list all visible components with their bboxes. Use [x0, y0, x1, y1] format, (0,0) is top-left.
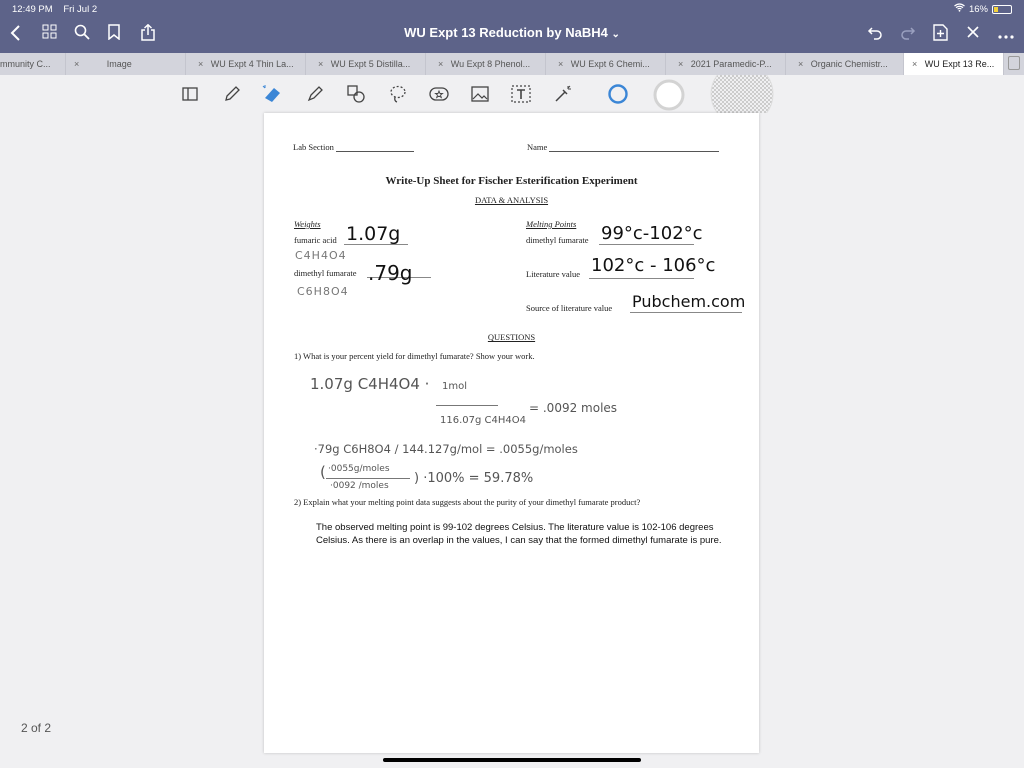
dimethyl-fumarate-formula: C6H8O4	[297, 285, 349, 298]
lab-section-field: Lab Section	[293, 142, 414, 152]
close-edit-icon[interactable]	[966, 24, 980, 44]
tab-label: WU Expt 5 Distilla...	[330, 59, 411, 69]
home-indicator[interactable]	[383, 758, 641, 762]
mp-dimethyl-label: dimethyl fumarate	[526, 235, 589, 245]
literature-value-line	[589, 278, 694, 279]
tab-label: WU Expt 6 Chemi...	[570, 59, 650, 69]
work-line-1: 1.07g C4H4O4 ·	[310, 375, 430, 393]
fraction-bar	[436, 405, 498, 406]
source-line	[630, 312, 742, 313]
document-page[interactable]	[264, 113, 759, 753]
dimethyl-fumarate-weight: .79g	[368, 261, 413, 285]
tab-close-icon[interactable]: ×	[678, 59, 684, 69]
tab-close-icon[interactable]: ×	[438, 59, 444, 69]
tab-label: WU Expt 13 Re...	[924, 59, 995, 69]
document-title[interactable]: WU Expt 13 Reduction by NaBH4 ⌄	[404, 25, 620, 40]
top-bar	[0, 0, 1024, 53]
weights-heading: Weights	[294, 219, 321, 229]
mp-observed-value: 99°c-102°c	[601, 223, 703, 244]
work-line-3-denominator: ·0092 /moles	[330, 481, 389, 491]
color-swatch-transparent[interactable]	[708, 75, 776, 113]
lab-section-line	[336, 143, 414, 152]
tab-label: 2021 Paramedic-P...	[690, 59, 772, 69]
name-field: Name	[527, 142, 719, 152]
undo-icon[interactable]	[867, 24, 883, 45]
fumaric-acid-weight: 1.07g	[346, 223, 401, 245]
fumaric-acid-label: fumaric acid	[294, 235, 337, 245]
tab-label: Image	[106, 59, 132, 69]
literature-value: 102°c - 106°c	[591, 255, 716, 276]
tab-close-icon[interactable]: ×	[558, 59, 564, 69]
work-line-1-result: = .0092 moles	[529, 401, 618, 415]
data-analysis-heading: DATA & ANALYSIS	[474, 195, 549, 205]
chevron-down-icon: ⌄	[611, 29, 620, 40]
status-indicators	[954, 3, 1012, 15]
tab-close-icon[interactable]: ×	[74, 59, 80, 69]
tab-item[interactable]	[306, 53, 426, 75]
wifi-icon	[954, 3, 965, 15]
highlighter-icon[interactable]	[303, 82, 327, 106]
battery-percent: 16%	[968, 3, 988, 15]
tab-label: mmunity C...	[0, 59, 51, 69]
tab-item[interactable]	[426, 53, 546, 75]
tab-label: Organic Chemistr...	[810, 59, 888, 69]
nav-bar	[0, 20, 1024, 50]
work-paren-open: (	[320, 463, 326, 481]
question-1: 1) What is your percent yield for dimethyl fumarate? Show your work.	[294, 351, 535, 361]
new-tab-icon[interactable]	[1008, 56, 1020, 70]
battery-icon	[992, 5, 1012, 14]
tab-item[interactable]	[666, 53, 786, 75]
questions-heading: QUESTIONS	[487, 332, 536, 342]
tab-label: WU Expt 4 Thin La...	[210, 59, 294, 69]
work-line-1-denominator: 116.07g C4H4O4	[440, 415, 526, 426]
sticker-icon[interactable]	[427, 82, 451, 106]
tab-bar	[0, 53, 1024, 75]
sheet-title: Write-Up Sheet for Fischer Esterification Experiment	[385, 175, 638, 187]
tab-item[interactable]	[66, 53, 186, 75]
eraser-icon[interactable]	[261, 82, 285, 106]
tab-item-active[interactable]	[904, 53, 1004, 75]
tab-close-icon[interactable]: ×	[198, 59, 204, 69]
fraction-bar-2	[326, 478, 410, 479]
tab-close-icon[interactable]: ×	[318, 59, 324, 69]
literature-value-label: Literature value	[526, 269, 581, 279]
tab-item[interactable]	[546, 53, 666, 75]
more-icon[interactable]	[998, 24, 1014, 44]
shapes-icon[interactable]	[344, 82, 368, 106]
source-label: Source of literature value	[526, 303, 613, 313]
add-page-icon[interactable]	[933, 24, 948, 46]
work-line-1-numerator: 1mol	[442, 381, 467, 392]
mp-dimethyl-line	[599, 244, 694, 245]
tab-close-icon[interactable]: ×	[798, 59, 804, 69]
status-bar	[12, 4, 105, 15]
sidebar-toggle-icon[interactable]	[178, 82, 202, 106]
status-time: 12:49 PM	[12, 4, 53, 15]
tab-item[interactable]	[0, 53, 66, 75]
redo-icon[interactable]	[900, 24, 916, 45]
laser-pointer-icon[interactable]	[551, 82, 575, 106]
page-indicator: 2 of 2	[21, 721, 52, 735]
tab-label: Wu Expt 8 Phenol...	[450, 59, 531, 69]
tab-item[interactable]	[186, 53, 306, 75]
tab-close-icon[interactable]: ×	[912, 59, 918, 69]
image-icon[interactable]	[468, 82, 492, 106]
work-line-3-numerator: ·0055g/moles	[328, 464, 390, 474]
work-line-3-result: ) ·100% = 59.78%	[414, 471, 534, 486]
name-line	[549, 143, 719, 152]
color-swatch-blue[interactable]	[606, 82, 630, 106]
source-value: Pubchem.com	[632, 292, 746, 311]
status-date: Fri Jul 2	[63, 4, 98, 15]
tab-item[interactable]	[786, 53, 904, 75]
text-tool-icon[interactable]	[509, 82, 533, 106]
color-swatch-white[interactable]	[652, 78, 686, 112]
dimethyl-fumarate-label: dimethyl fumarate	[294, 268, 357, 278]
lasso-icon[interactable]	[386, 82, 410, 106]
pen-icon[interactable]	[220, 82, 244, 106]
fumaric-acid-formula: C4H4O4	[295, 249, 347, 262]
melting-points-heading: Melting Points	[526, 219, 577, 229]
answer-2-text[interactable]: The observed melting point is 99-102 degrees Celsius. The literature value is 102-106 degrees Celsius. As there is an overlap in the values, I can say that the formed dimethyl fumarate is pure.	[316, 522, 722, 546]
work-line-2: ·79g C6H8O4 / 144.127g/mol = .0055g/moles	[314, 442, 578, 456]
question-2: 2) Explain what your melting point data suggests about the purity of your dimethyl fumarate product?	[294, 497, 641, 507]
annotation-toolbar	[0, 75, 1024, 113]
